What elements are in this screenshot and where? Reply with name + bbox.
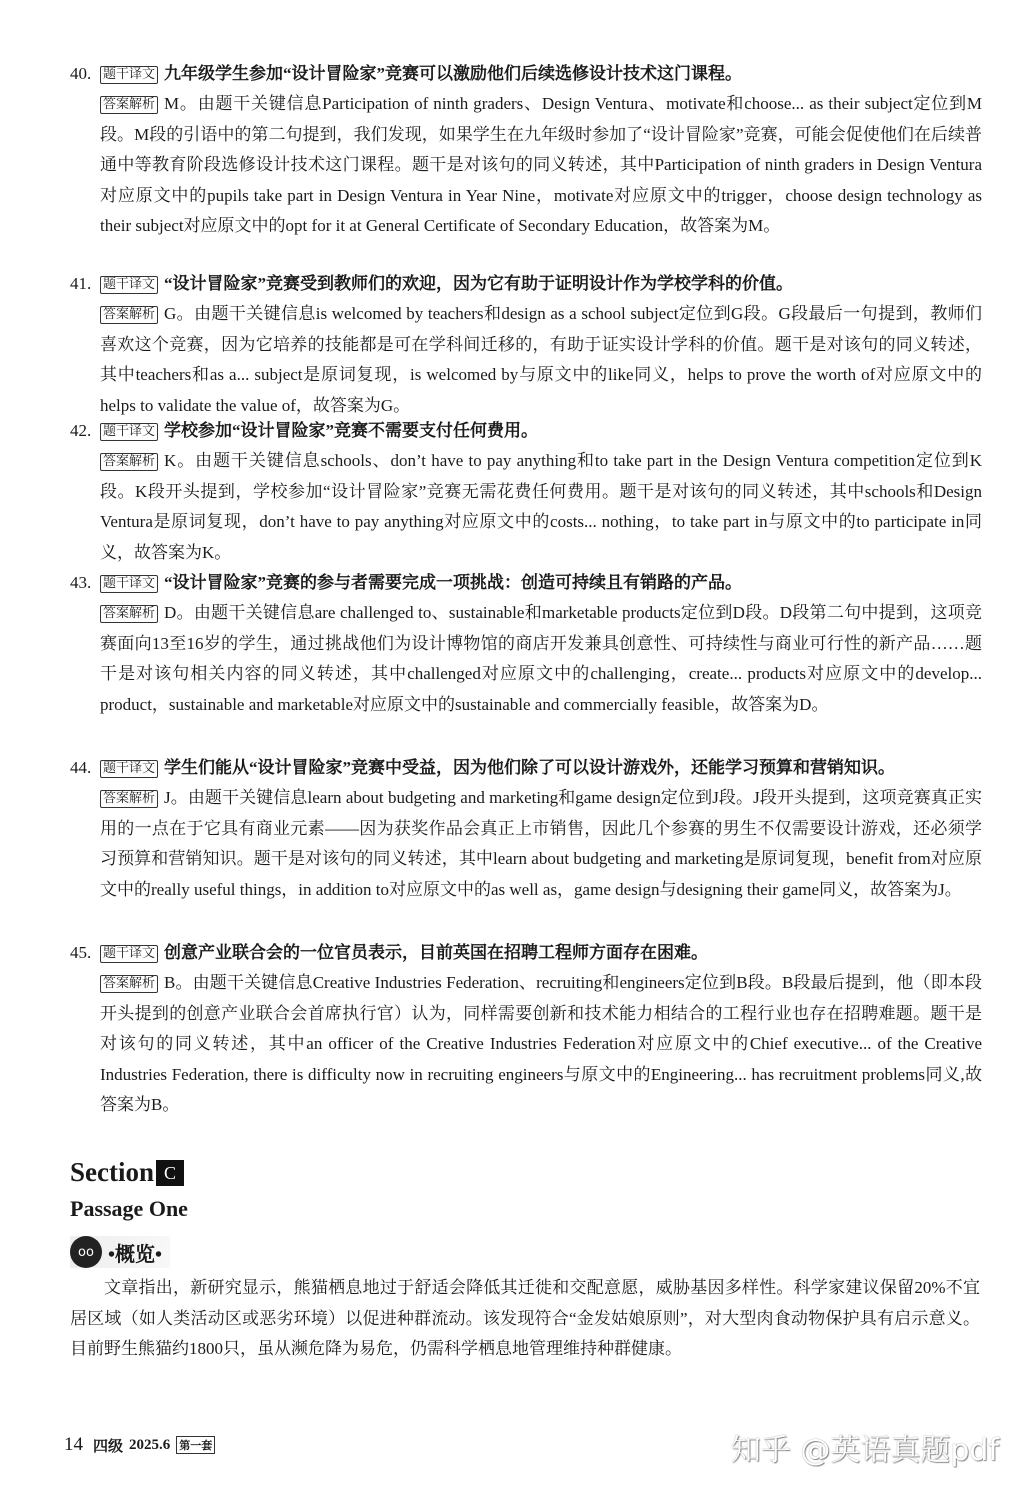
- question-number: 41.: [70, 274, 92, 293]
- question-translation-tag: 题干译文: [100, 760, 158, 778]
- question-45: [70, 938, 982, 1121]
- question-translation-tag: 题干译文: [100, 945, 158, 963]
- question-number: 44.: [70, 758, 92, 777]
- section-heading: [70, 1157, 184, 1188]
- question-title: 学生们能从“设计冒险家”竞赛中受益，因为他们除了可以设计游戏外，还能学习预算和营销知识。: [164, 758, 896, 777]
- passage-summary: 文章指出，新研究显示，熊猫栖息地过于舒适会降低其迁徙和交配意愿，威胁基因多样性。科学家建议保留20%不宜居区域（如人类活动区或恶劣环境）以促进种群流动。该发现符合“金发姑娘原则”，对大型肉食动物保护具有启示意义。目前野生熊猫约1800只，虽从濒危降为易危，仍需科学栖息地管理维持种群健康。: [70, 1278, 980, 1358]
- answer-text: G。由题干关键信息is welcomed by teachers和design as a school subject定位到G段。G段最后一句提到，教师们喜欢这个竞赛，因为它培养的技能都是可在学科间迁移的，有助于证实设计学科的价值。题干是对该句的同义转述，其中teachers和as a... subject是原词复现，is welcomed by与原文中的like同义，helps to prove the worth of对应原文中的helps to validate the value of，故答案为G。: [100, 304, 982, 415]
- question-41: [70, 269, 982, 421]
- answer-explanation: [100, 783, 982, 905]
- question-title: 创意产业联合会的一位官员表示，目前英国在招聘工程师方面存在困难。: [164, 943, 709, 962]
- answer-analysis-tag: 答案解析: [100, 605, 158, 623]
- question-44: [70, 753, 982, 905]
- watermark: 知乎 @英语真题pdf: [730, 1433, 999, 1468]
- answer-explanation: [100, 299, 982, 421]
- answer-analysis-tag: 答案解析: [100, 306, 158, 324]
- question-translation-tag: 题干译文: [100, 276, 158, 294]
- volume-badge: 第一套: [176, 1436, 215, 1454]
- answer-analysis-tag: 答案解析: [100, 453, 158, 471]
- question-title: 学校参加“设计冒险家”竞赛不需要支付任何费用。: [164, 421, 539, 440]
- question-43: [70, 568, 982, 720]
- question-translation-tag: 题干译文: [100, 423, 158, 441]
- question-40: [70, 59, 982, 242]
- answer-text: B。由题干关键信息Creative Industries Federation、recruiting和engineers定位到B段。B段最后提到，他（即本段开头提到的创意产业联合会首席执行官）认为，同样需要创新和技术能力相结合的工程行业也存在招聘难题。题干是对该句的同义转述，其中an officer of the Creative Industries Federation对应原文中的Chief executive... of the Creative Industries Federation, there is difficulty now in recruiting engineers与原文中的Engineering... has recruitment problems同义,故答案为B。: [100, 973, 982, 1115]
- exam-level: 四级: [93, 1438, 124, 1455]
- answer-explanation: [100, 598, 982, 720]
- question-translation-tag: 题干译文: [100, 66, 158, 84]
- overview-label: •概览•: [108, 1243, 163, 1266]
- question-42: [70, 416, 982, 568]
- answer-explanation: [100, 968, 982, 1121]
- answer-text: M。由题干关键信息Participation of ninth graders、Design Ventura、motivate和choose... as their subject定位到M段。M段的引语中的第二句提到，我们发现，如果学生在九年级时参加了“设计冒险家”竞赛，可能会促使他们在后续普通中等教育阶段选修设计技术这门课程。题干是对该句的同义转述，其中Participation of ninth graders in Design Ventura对应原文中的pupils take part in Design Ventura in Year Nine，motivate对应原文中的trigger，choose design technology as their subject对应原文中的opt for it at General Certificate of Secondary Education，故答案为M。: [100, 94, 982, 236]
- question-number: 40.: [70, 64, 92, 83]
- answer-analysis-tag: 答案解析: [100, 790, 158, 808]
- question-title: 九年级学生参加“设计冒险家”竞赛可以激励他们后续选修设计技术这门课程。: [164, 64, 743, 83]
- question-title: “设计冒险家”竞赛的参与者需要完成一项挑战：创造可持续且有销路的产品。: [164, 573, 743, 592]
- question-number: 43.: [70, 573, 92, 592]
- exam-date: 2025.6: [129, 1436, 171, 1453]
- page-number: 14: [64, 1434, 83, 1455]
- answer-text: J。由题干关键信息learn about budgeting and marketing和game design定位到J段。J段开头提到，这项竞赛真正实用的一点在于它具有商业元素——因为获奖作品会真正上市销售，因此几个参赛的男生不仅需要设计游戏，还必须学习预算和营销知识。题干是对该句的同义转述，其中learn about budgeting and marketing是原词复现，benefit from对应原文中的really useful things，in addition to对应原文中的as well as，game design与designing their game同义，故答案为J。: [100, 788, 982, 899]
- question-number: 42.: [70, 421, 92, 440]
- answer-analysis-tag: 答案解析: [100, 96, 158, 114]
- question-translation-tag: 题干译文: [100, 575, 158, 593]
- section-letter-icon: C: [156, 1160, 184, 1186]
- section-label: Section: [70, 1157, 154, 1187]
- answer-analysis-tag: 答案解析: [100, 975, 158, 993]
- answer-text: K。由题干关键信息schools、don’t have to pay anything和to take part in the Design Ventura competition定位到K段。K段开头提到，学校参加“设计冒险家”竞赛无需花费任何费用。题干是对该句的同义转述，其中schools和Design Ventura是原词复现，don’t have to pay anything对应原文中的costs... nothing，to take part in与原文中的to participate in同义，故答案为K。: [100, 451, 982, 562]
- glasses-icon: oo: [70, 1236, 102, 1268]
- overview-heading: [70, 1236, 170, 1268]
- answer-explanation: [100, 446, 982, 568]
- question-number: 45.: [70, 943, 92, 962]
- passage-heading: Passage One: [70, 1196, 188, 1221]
- question-title: “设计冒险家”竞赛受到教师们的欢迎，因为它有助于证明设计作为学校学科的价值。: [164, 274, 794, 293]
- answer-text: D。由题干关键信息are challenged to、sustainable和marketable products定位到D段。D段第二句中提到，这项竞赛面向13至16岁的学生，通过挑战他们为设计博物馆的商店开发兼具创意性、可持续性与商业可行性的新产品……题干是对该句相关内容的同义转述，其中challenged对应原文中的challenging，create... products对应原文中的develop... product，sustainable and marketable对应原文中的sustainable and commercially feasible，故答案为D。: [100, 603, 982, 714]
- answer-explanation: [100, 89, 982, 242]
- page-footer: [64, 1434, 215, 1456]
